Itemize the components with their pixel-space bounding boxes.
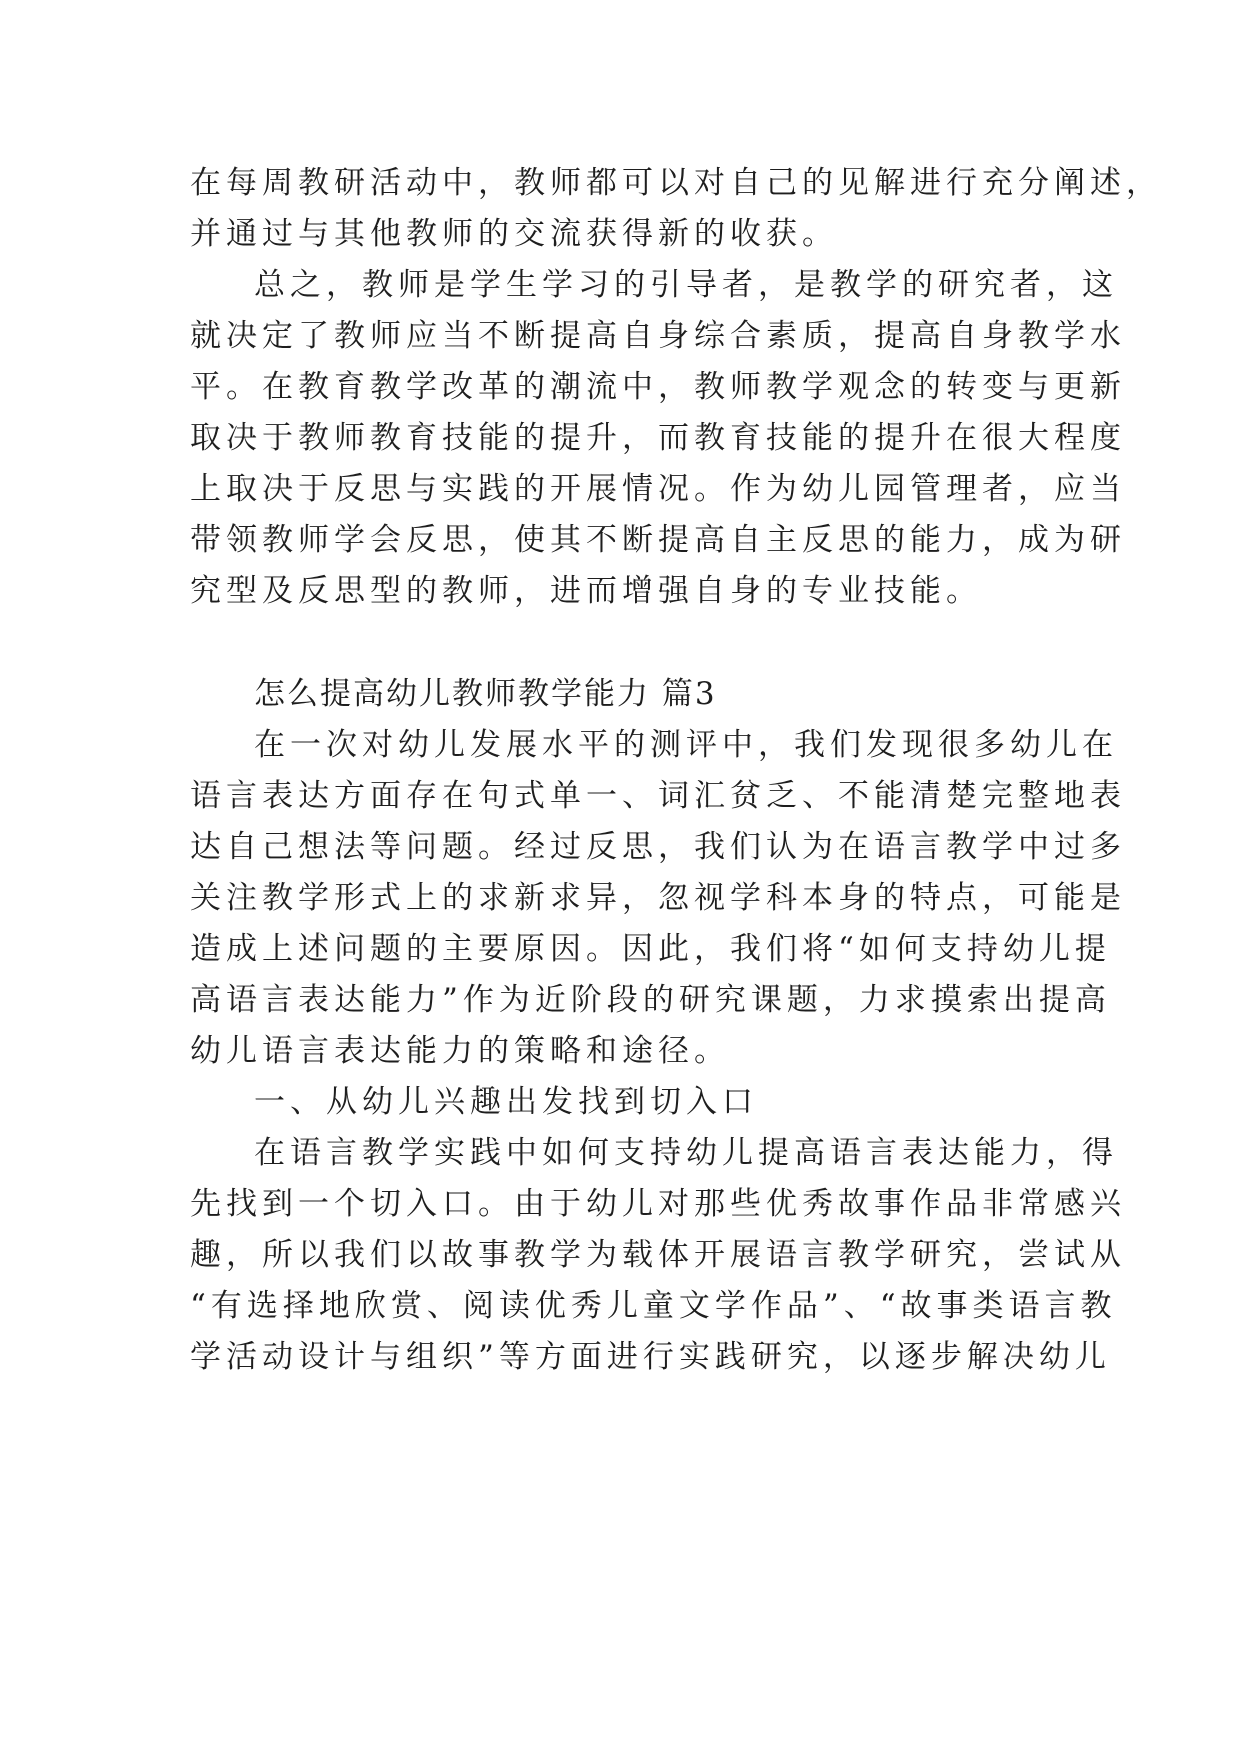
text-line: “有选择地欣赏、阅读优秀儿童文学作品”、“故事类语言教 [190, 1288, 1117, 1324]
text-line: 达自己想法等问题。经过反思，我们认为在语言教学中过多 [190, 829, 1126, 865]
text-line: 高语言表达能力”作为近阶段的研究课题，力求摸索出提高 [190, 982, 1111, 1018]
text-line: 并通过与其他教师的交流获得新的收获。 [190, 216, 838, 252]
text-line: 就决定了教师应当不断提高自身综合素质，提高自身教学水 [190, 318, 1126, 354]
text-line: 取决于教师教育技能的提升，而教育技能的提升在很大程度 [190, 420, 1126, 456]
text-line: 先找到一个切入口。由于幼儿对那些优秀故事作品非常感兴 [190, 1186, 1126, 1222]
text-line: 幼儿语言表达能力的策略和途径。 [190, 1033, 730, 1069]
paragraph-intro [190, 720, 1126, 1077]
document-page [190, 158, 1162, 1383]
text-line: 上取决于反思与实践的开展情况。作为幼儿园管理者，应当 [190, 471, 1126, 507]
section-spacer [190, 617, 1050, 669]
paragraph-continuation [190, 158, 1162, 260]
text-line: 带领教师学会反思，使其不断提高自主反思的能力，成为研 [190, 522, 1126, 558]
text-line: 造成上述问题的主要原因。因此，我们将“如何支持幼儿提 [190, 931, 1111, 967]
section-heading: 怎么提高幼儿教师教学能力 篇3 [254, 676, 717, 712]
text-line: 在语言教学实践中如何支持幼儿提高语言表达能力，得 [254, 1135, 1118, 1171]
text-line: 学活动设计与组织”等方面进行实践研究，以逐步解决幼儿 [190, 1339, 1111, 1375]
paragraph-practice [190, 1128, 1126, 1383]
text-line: 在一次对幼儿发展水平的测评中，我们发现很多幼儿在 [254, 727, 1118, 763]
text-line: 在每周教研活动中，教师都可以对自己的见解进行充分阐述， [190, 165, 1162, 201]
text-line: 关注教学形式上的求新求异，忽视学科本身的特点，可能是 [190, 880, 1126, 916]
text-line: 究型及反思型的教师，进而增强自身的专业技能。 [190, 573, 982, 609]
text-line: 平。在教育教学改革的潮流中，教师教学观念的转变与更新 [190, 369, 1126, 405]
subsection-heading: 一、从幼儿兴趣出发找到切入口 [254, 1084, 758, 1120]
text-line: 趣，所以我们以故事教学为载体开展语言教学研究，尝试从 [190, 1237, 1126, 1273]
text-line: 总之，教师是学生学习的引导者，是教学的研究者，这 [254, 267, 1118, 303]
text-line: 语言表达方面存在句式单一、词汇贫乏、不能清楚完整地表 [190, 778, 1126, 814]
paragraph-summary [190, 260, 1126, 617]
